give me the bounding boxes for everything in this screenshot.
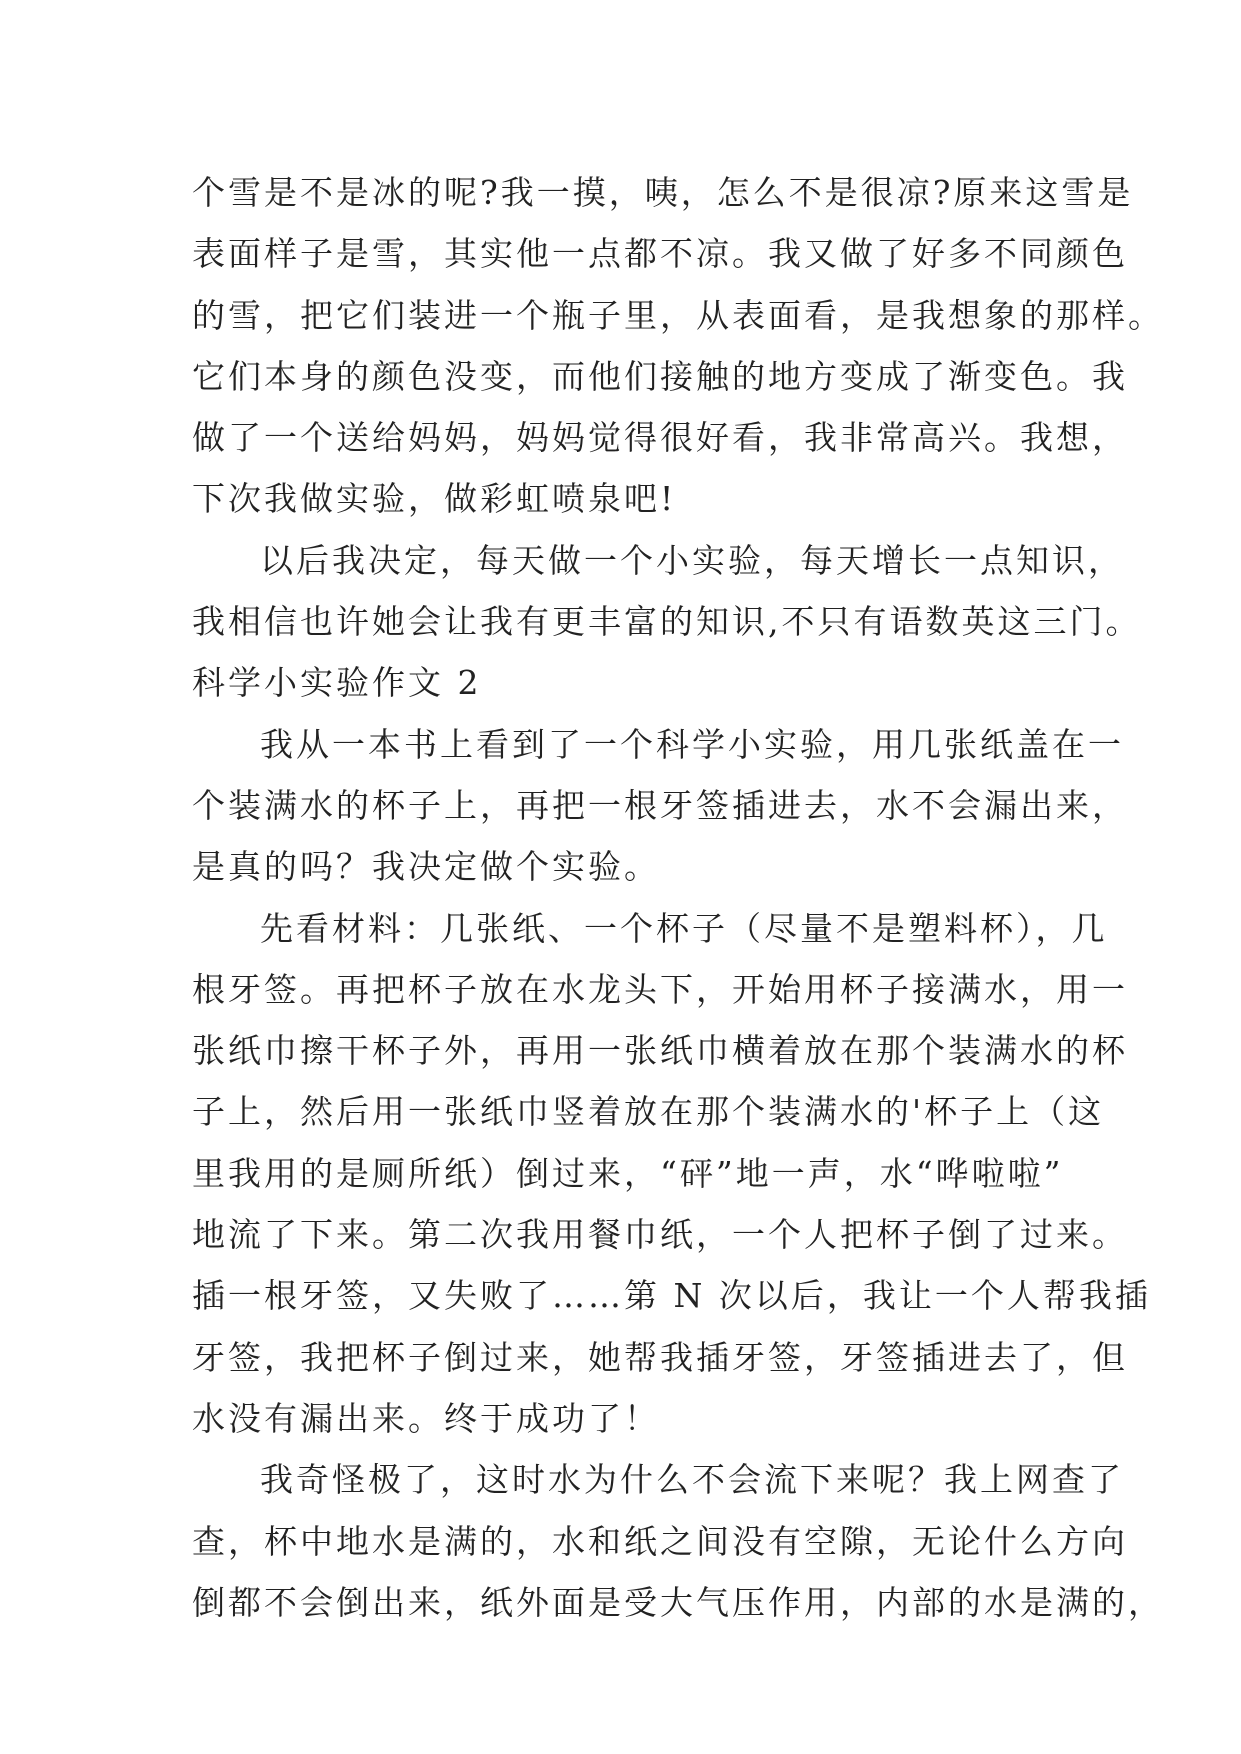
text-line: 个装满水的杯子上，再把一根牙签插进去，水不会漏出来， [192,785,1128,825]
paragraph-first-line: 先看材料：几张纸、一个杯子（尽量不是塑料杯），几 [260,908,1108,948]
text-line: 是真的吗？我决定做个实验。 [192,847,660,887]
text-line: 水没有漏出来。终于成功了！ [192,1398,660,1438]
text-line: 牙签，我把杯子倒过来，她帮我插牙签，牙签插进去了，但 [192,1337,1128,1377]
text-line: 我相信也许她会让我有更丰富的知识,不只有语数英这三门。 [192,602,1142,642]
text-line: 倒都不会倒出来，纸外面是受大气压作用，内部的水是满的， [192,1582,1164,1622]
text-line: 子上，然后用一张纸巾竖着放在那个装满水的'杯子上（这 [192,1092,1105,1132]
paragraph-first-line: 以后我决定，每天做一个小实验，每天增长一点知识， [260,540,1124,580]
text-line: 地流了下来。第二次我用餐巾纸，一个人把杯子倒了过来。 [192,1215,1128,1255]
text-line: 张纸巾擦干杯子外，再用一张纸巾横着放在那个装满水的杯 [192,1031,1128,1071]
text-line: 根牙签。再把杯子放在水龙头下，开始用杯子接满水，用一 [192,969,1128,1009]
text-line: 做了一个送给妈妈，妈妈觉得很好看，我非常高兴。我想， [192,418,1128,458]
text-line: 下次我做实验，做彩虹喷泉吧! [192,479,677,519]
text-line: 插一根牙签，又失败了……第 N 次以后，我让一个人帮我插 [192,1276,1151,1316]
text-line: 个雪是不是冰的呢?我一摸，咦，怎么不是很凉?原来这雪是 [192,173,1134,212]
text-line: 它们本身的颜色没变，而他们接触的地方变成了渐变色。我 [192,356,1128,396]
text-line: 表面样子是雪，其实他一点都不凉。我又做了好多不同颜色 [192,234,1128,274]
text-line: 查，杯中地水是满的，水和纸之间没有空隙，无论什么方向 [192,1521,1128,1561]
text-line: 的雪，把它们装进一个瓶子里，从表面看，是我想象的那样。 [192,295,1164,335]
paragraph-first-line: 我奇怪极了，这时水为什么不会流下来呢？我上网查了 [260,1460,1124,1500]
body-text [192,162,1164,1633]
text-line: 里我用的是厕所纸）倒过来，“砰”地一声，水“哗啦啦” [192,1153,1064,1193]
paragraph-first-line: 我从一本书上看到了一个科学小实验，用几张纸盖在一 [260,724,1124,764]
section-heading: 科学小实验作文 2 [192,663,482,703]
